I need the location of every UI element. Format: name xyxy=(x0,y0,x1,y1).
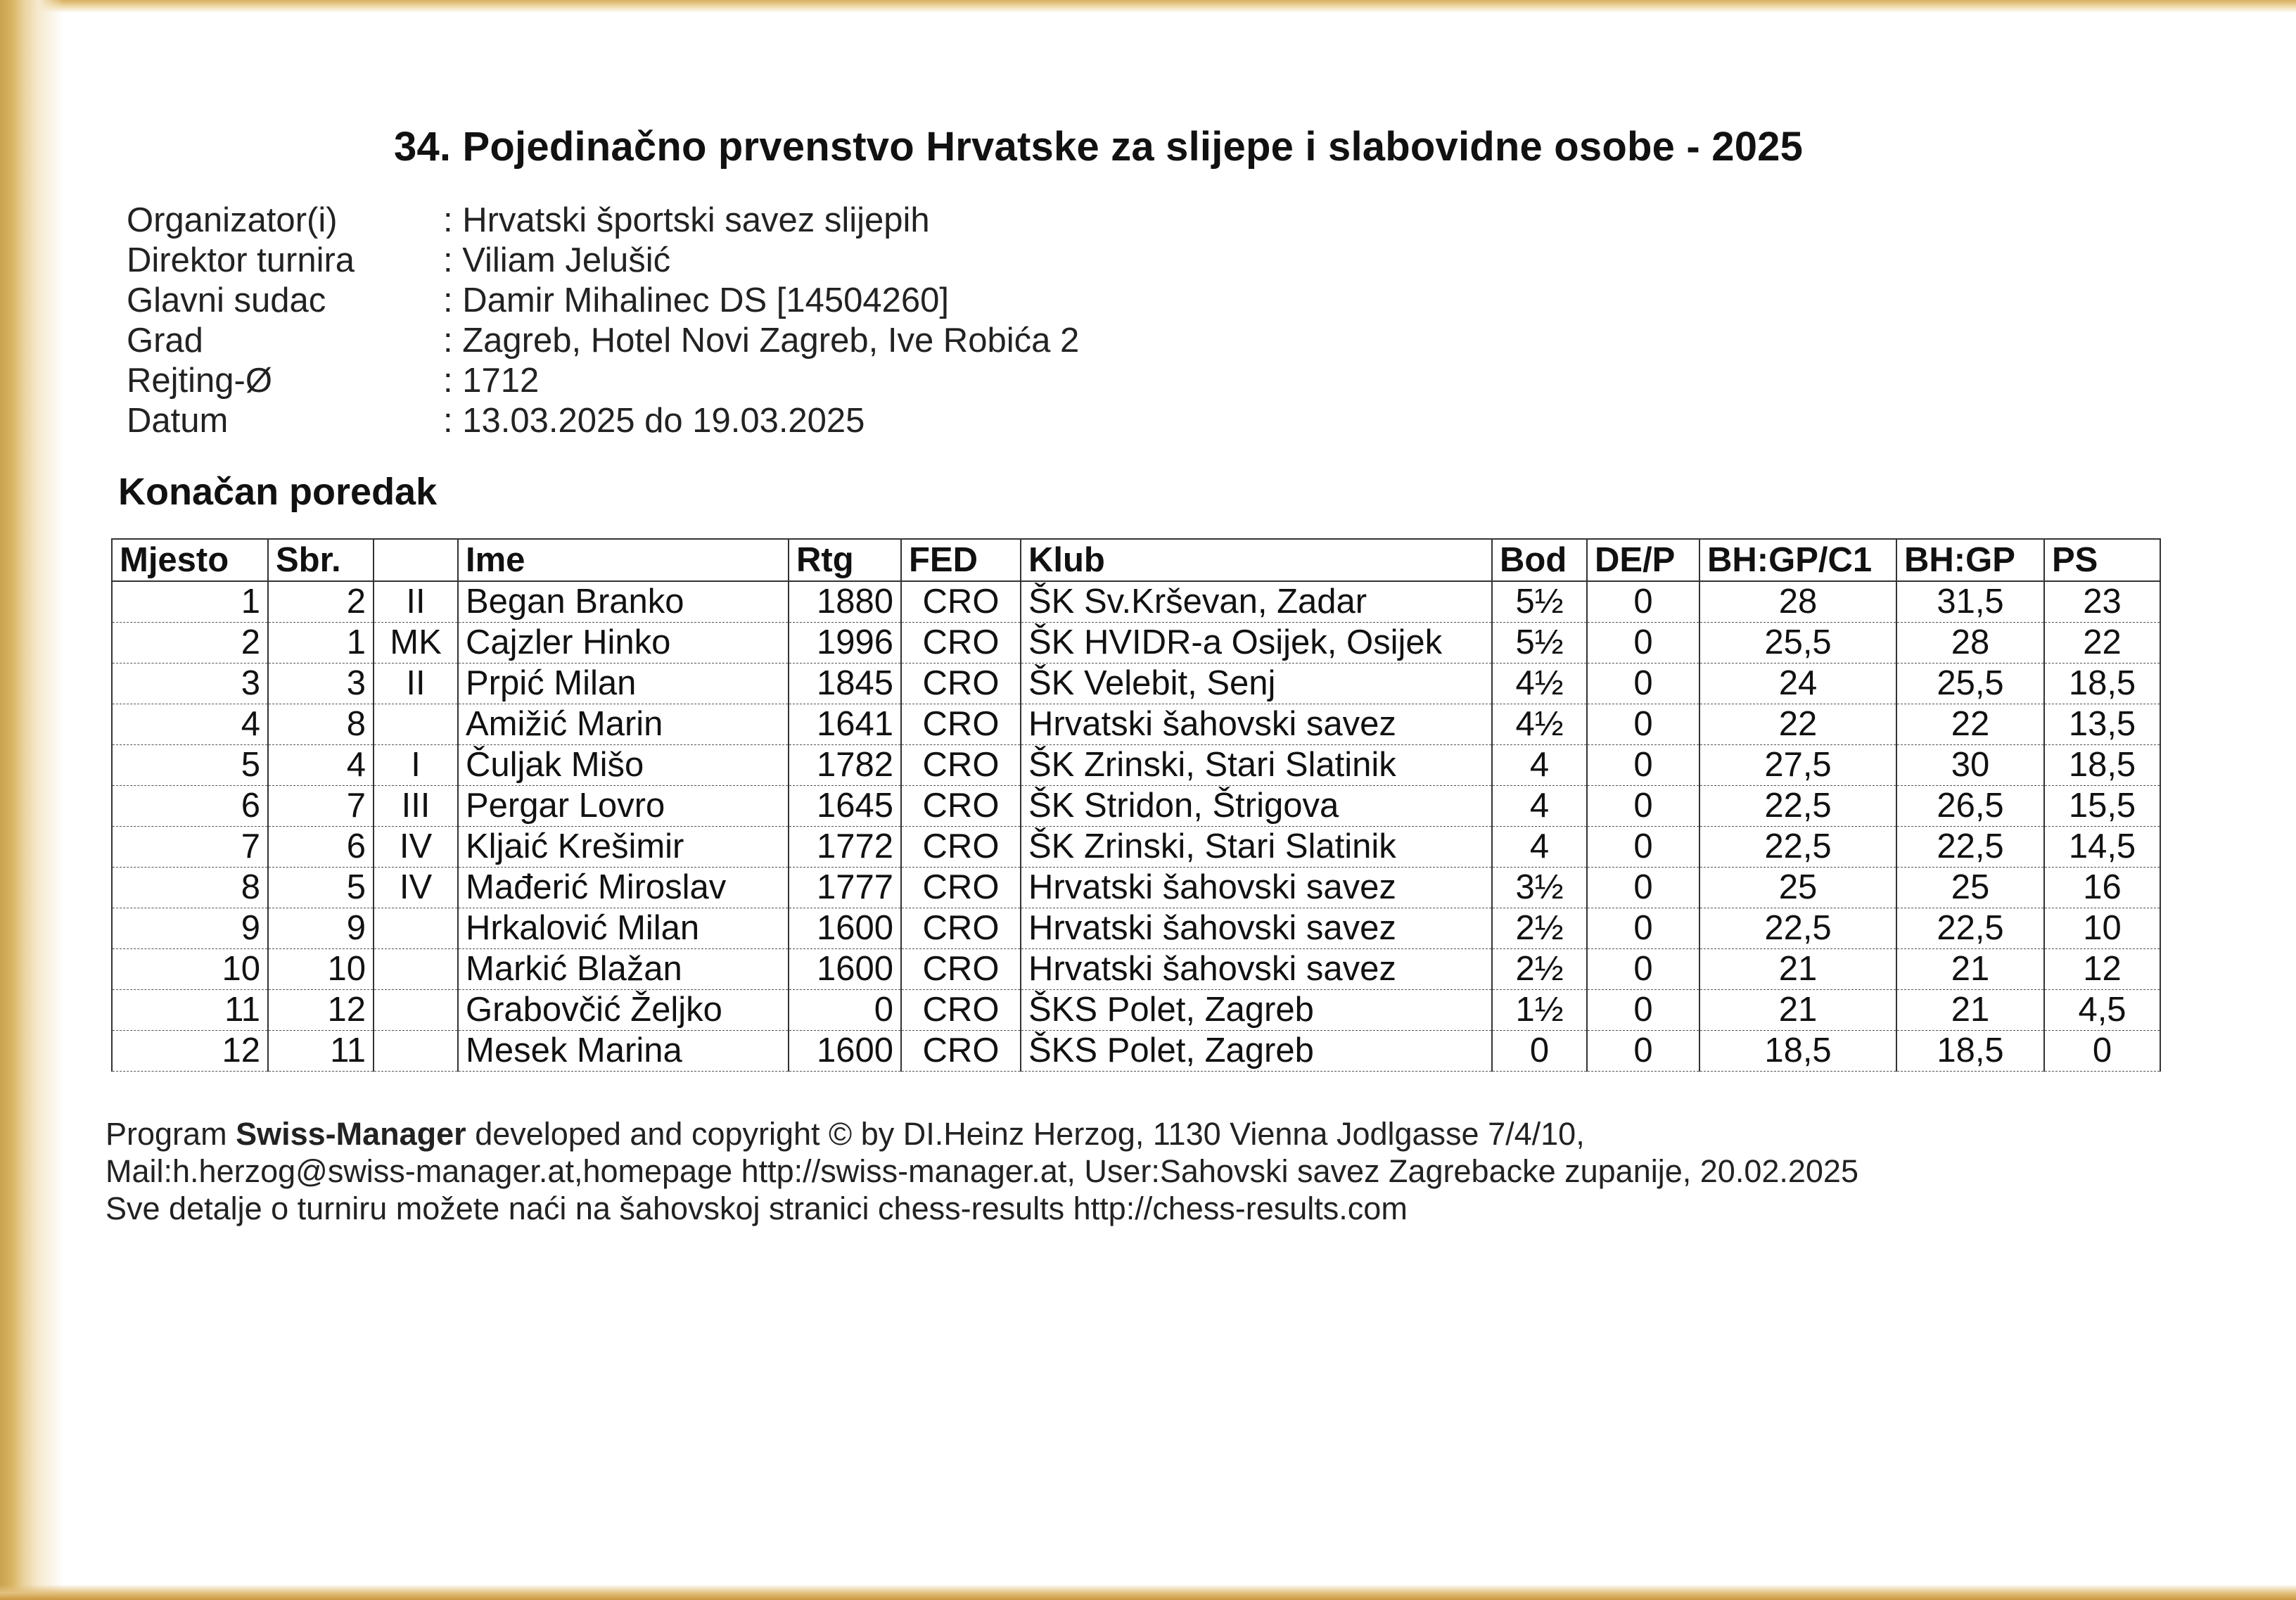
cell-name: Čuljak Mišo xyxy=(458,745,789,786)
cell-place: 8 xyxy=(112,868,268,908)
cell-de-p: 0 xyxy=(1587,786,1699,827)
cell-ps: 12 xyxy=(2044,949,2160,990)
table-row xyxy=(112,704,2160,745)
footer-copyright-line xyxy=(106,1115,1858,1153)
info-row-date xyxy=(127,401,1079,441)
cell-start-no: 10 xyxy=(268,949,374,990)
cell-start-no: 5 xyxy=(268,868,374,908)
cell-bh-gp-c1: 22,5 xyxy=(1699,908,1896,949)
cell-place: 7 xyxy=(112,827,268,868)
cell-place: 5 xyxy=(112,745,268,786)
cell-title xyxy=(374,704,458,745)
cell-bh-gp-c1: 22,5 xyxy=(1699,827,1896,868)
cell-bh-gp-c1: 22,5 xyxy=(1699,786,1896,827)
cell-place: 2 xyxy=(112,623,268,664)
cell-bh-gp: 25,5 xyxy=(1896,664,2044,704)
cell-start-no: 4 xyxy=(268,745,374,786)
cell-club: ŠK Zrinski, Stari Slatinik xyxy=(1021,745,1492,786)
info-row-rating-avg xyxy=(127,361,1079,401)
cell-name: Hrkalović Milan xyxy=(458,908,789,949)
cell-club: ŠK Velebit, Senj xyxy=(1021,664,1492,704)
table-row xyxy=(112,745,2160,786)
cell-points: 1½ xyxy=(1492,990,1587,1031)
info-value: : Hrvatski športski savez slijepih xyxy=(443,201,930,239)
cell-bh-gp-c1: 24 xyxy=(1699,664,1896,704)
cell-de-p: 0 xyxy=(1587,990,1699,1031)
cell-fed: CRO xyxy=(901,949,1021,990)
cell-rating: 1845 xyxy=(789,664,901,704)
cell-title: III xyxy=(374,786,458,827)
cell-points: 0 xyxy=(1492,1031,1587,1072)
cell-club: ŠK HVIDR-a Osijek, Osijek xyxy=(1021,623,1492,664)
cell-ps: 0 xyxy=(2044,1031,2160,1072)
cell-fed: CRO xyxy=(901,908,1021,949)
cell-fed: CRO xyxy=(901,786,1021,827)
info-label: Rejting-Ø xyxy=(127,362,272,400)
info-label: Datum xyxy=(127,402,229,440)
cell-bh-gp: 21 xyxy=(1896,949,2044,990)
footer-notes xyxy=(106,1115,1858,1227)
cell-place: 4 xyxy=(112,704,268,745)
cell-start-no: 11 xyxy=(268,1031,374,1072)
info-row-director xyxy=(127,241,1079,281)
cell-rating: 1880 xyxy=(789,581,901,623)
cell-fed: CRO xyxy=(901,1031,1021,1072)
cell-name: Grabovčić Željko xyxy=(458,990,789,1031)
cell-club: Hrvatski šahovski savez xyxy=(1021,868,1492,908)
cell-bh-gp: 30 xyxy=(1896,745,2044,786)
info-value: : Viliam Jelušić xyxy=(443,241,671,279)
cell-points: 5½ xyxy=(1492,623,1587,664)
cell-rating: 1600 xyxy=(789,949,901,990)
cell-bh-gp-c1: 27,5 xyxy=(1699,745,1896,786)
cell-fed: CRO xyxy=(901,827,1021,868)
footer-contact-line: Mail:h.herzog@swiss-manager.at,homepage http://swiss-manager.at, User:Sahovski savez Zagrebacke zupanije, 20.02.2025 xyxy=(106,1153,1858,1189)
column-header: Rtg xyxy=(789,539,901,581)
column-header: DE/P xyxy=(1587,539,1699,581)
cell-bh-gp: 31,5 xyxy=(1896,581,2044,623)
cell-de-p: 0 xyxy=(1587,745,1699,786)
info-value: : 13.03.2025 do 19.03.2025 xyxy=(443,402,865,440)
cell-name: Prpić Milan xyxy=(458,664,789,704)
cell-de-p: 0 xyxy=(1587,623,1699,664)
cell-club: Hrvatski šahovski savez xyxy=(1021,949,1492,990)
cell-ps: 16 xyxy=(2044,868,2160,908)
info-row-city xyxy=(127,321,1079,361)
table-row xyxy=(112,990,2160,1031)
cell-place: 12 xyxy=(112,1031,268,1072)
cell-fed: CRO xyxy=(901,581,1021,623)
cell-de-p: 0 xyxy=(1587,908,1699,949)
cell-ps: 18,5 xyxy=(2044,745,2160,786)
cell-title: IV xyxy=(374,868,458,908)
cell-start-no: 3 xyxy=(268,664,374,704)
cell-title: II xyxy=(374,581,458,623)
cell-rating: 1782 xyxy=(789,745,901,786)
cell-place: 11 xyxy=(112,990,268,1031)
cell-de-p: 0 xyxy=(1587,827,1699,868)
cell-rating: 1600 xyxy=(789,908,901,949)
cell-fed: CRO xyxy=(901,745,1021,786)
cell-name: Mesek Marina xyxy=(458,1031,789,1072)
cell-name: Kljaić Krešimir xyxy=(458,827,789,868)
cell-name: Cajzler Hinko xyxy=(458,623,789,664)
column-header: Ime xyxy=(458,539,789,581)
cell-title: MK xyxy=(374,623,458,664)
tournament-info xyxy=(127,201,1079,441)
cell-bh-gp-c1: 28 xyxy=(1699,581,1896,623)
cell-bh-gp: 25 xyxy=(1896,868,2044,908)
cell-start-no: 12 xyxy=(268,990,374,1031)
cell-points: 4 xyxy=(1492,745,1587,786)
cell-name: Pergar Lovro xyxy=(458,786,789,827)
info-label: Glavni sudac xyxy=(127,281,326,319)
cell-bh-gp-c1: 21 xyxy=(1699,990,1896,1031)
cell-club: ŠK Sv.Krševan, Zadar xyxy=(1021,581,1492,623)
standings-body xyxy=(112,581,2160,1072)
cell-start-no: 7 xyxy=(268,786,374,827)
table-row xyxy=(112,664,2160,704)
table-header-row xyxy=(112,539,2160,581)
cell-fed: CRO xyxy=(901,990,1021,1031)
cell-title: IV xyxy=(374,827,458,868)
cell-rating: 1777 xyxy=(789,868,901,908)
info-row-organizer xyxy=(127,201,1079,241)
cell-de-p: 0 xyxy=(1587,949,1699,990)
column-header: Mjesto xyxy=(112,539,268,581)
cell-bh-gp-c1: 22 xyxy=(1699,704,1896,745)
cell-title xyxy=(374,990,458,1031)
column-header: BH:GP xyxy=(1896,539,2044,581)
cell-rating: 0 xyxy=(789,990,901,1031)
cell-title: II xyxy=(374,664,458,704)
footer-results-line: Sve detalje o turniru možete naći na šahovskoj stranici chess-results http://chess-results.com xyxy=(106,1191,1408,1226)
table-row xyxy=(112,949,2160,990)
cell-ps: 10 xyxy=(2044,908,2160,949)
table-row xyxy=(112,581,2160,623)
column-header: Sbr. xyxy=(268,539,374,581)
column-header xyxy=(374,539,458,581)
cell-name: Markić Blažan xyxy=(458,949,789,990)
cell-club: Hrvatski šahovski savez xyxy=(1021,908,1492,949)
cell-ps: 23 xyxy=(2044,581,2160,623)
cell-bh-gp: 21 xyxy=(1896,990,2044,1031)
document-title: 34. Pojedinačno prvenstvo Hrvatske za slijepe i slabovidne osobe - 2025 xyxy=(394,124,1804,170)
cell-bh-gp: 22 xyxy=(1896,704,2044,745)
cell-ps: 22 xyxy=(2044,623,2160,664)
cell-rating: 1996 xyxy=(789,623,901,664)
cell-rating: 1772 xyxy=(789,827,901,868)
cell-start-no: 8 xyxy=(268,704,374,745)
column-header: BH:GP/C1 xyxy=(1699,539,1896,581)
cell-place: 10 xyxy=(112,949,268,990)
table-row xyxy=(112,827,2160,868)
info-value: : Zagreb, Hotel Novi Zagreb, Ive Robića 2 xyxy=(443,322,1080,360)
cell-club: ŠK Zrinski, Stari Slatinik xyxy=(1021,827,1492,868)
cell-place: 9 xyxy=(112,908,268,949)
cell-title xyxy=(374,1031,458,1072)
info-label: Grad xyxy=(127,322,203,360)
table-row xyxy=(112,908,2160,949)
info-label: Direktor turnira xyxy=(127,241,355,279)
table-row xyxy=(112,868,2160,908)
standings-table xyxy=(111,538,2161,1072)
cell-ps: 15,5 xyxy=(2044,786,2160,827)
cell-club: ŠK Stridon, Štrigova xyxy=(1021,786,1492,827)
cell-title xyxy=(374,949,458,990)
cell-ps: 13,5 xyxy=(2044,704,2160,745)
cell-name: Mađerić Miroslav xyxy=(458,868,789,908)
cell-de-p: 0 xyxy=(1587,1031,1699,1072)
column-header: Klub xyxy=(1021,539,1492,581)
cell-bh-gp: 28 xyxy=(1896,623,2044,664)
cell-points: 4½ xyxy=(1492,664,1587,704)
cell-bh-gp-c1: 18,5 xyxy=(1699,1031,1896,1072)
cell-start-no: 6 xyxy=(268,827,374,868)
cell-place: 3 xyxy=(112,664,268,704)
cell-start-no: 1 xyxy=(268,623,374,664)
cell-points: 5½ xyxy=(1492,581,1587,623)
cell-bh-gp-c1: 21 xyxy=(1699,949,1896,990)
info-row-chief-arbiter xyxy=(127,281,1079,321)
cell-bh-gp: 22,5 xyxy=(1896,827,2044,868)
info-value: : Damir Mihalinec DS [14504260] xyxy=(443,281,950,319)
cell-points: 4½ xyxy=(1492,704,1587,745)
info-value: : 1712 xyxy=(443,362,540,400)
cell-name: Amižić Marin xyxy=(458,704,789,745)
cell-de-p: 0 xyxy=(1587,704,1699,745)
info-label: Organizator(i) xyxy=(127,201,338,239)
cell-place: 6 xyxy=(112,786,268,827)
cell-club: ŠKS Polet, Zagreb xyxy=(1021,1031,1492,1072)
section-title: Konačan poredak xyxy=(118,471,438,513)
column-header: Bod xyxy=(1492,539,1587,581)
cell-name: Began Branko xyxy=(458,581,789,623)
cell-points: 2½ xyxy=(1492,949,1587,990)
program-name: Swiss-Manager xyxy=(236,1116,466,1152)
cell-points: 4 xyxy=(1492,786,1587,827)
cell-bh-gp-c1: 25,5 xyxy=(1699,623,1896,664)
cell-points: 3½ xyxy=(1492,868,1587,908)
cell-start-no: 9 xyxy=(268,908,374,949)
footer-text: Program xyxy=(106,1116,236,1152)
cell-fed: CRO xyxy=(901,704,1021,745)
table-row xyxy=(112,1031,2160,1072)
cell-fed: CRO xyxy=(901,868,1021,908)
cell-points: 4 xyxy=(1492,827,1587,868)
cell-fed: CRO xyxy=(901,623,1021,664)
cell-club: ŠKS Polet, Zagreb xyxy=(1021,990,1492,1031)
cell-bh-gp: 26,5 xyxy=(1896,786,2044,827)
cell-start-no: 2 xyxy=(268,581,374,623)
cell-title xyxy=(374,908,458,949)
cell-fed: CRO xyxy=(901,664,1021,704)
cell-de-p: 0 xyxy=(1587,868,1699,908)
cell-bh-gp: 22,5 xyxy=(1896,908,2044,949)
cell-ps: 14,5 xyxy=(2044,827,2160,868)
cell-points: 2½ xyxy=(1492,908,1587,949)
footer-text: developed and copyright © by DI.Heinz Herzog, 1130 Vienna Jodlgasse 7/4/10, xyxy=(466,1116,1585,1152)
cell-ps: 4,5 xyxy=(2044,990,2160,1031)
cell-club: Hrvatski šahovski savez xyxy=(1021,704,1492,745)
cell-de-p: 0 xyxy=(1587,581,1699,623)
cell-bh-gp-c1: 25 xyxy=(1699,868,1896,908)
cell-place: 1 xyxy=(112,581,268,623)
column-header: FED xyxy=(901,539,1021,581)
cell-bh-gp: 18,5 xyxy=(1896,1031,2044,1072)
cell-rating: 1645 xyxy=(789,786,901,827)
column-header: PS xyxy=(2044,539,2160,581)
cell-de-p: 0 xyxy=(1587,664,1699,704)
cell-ps: 18,5 xyxy=(2044,664,2160,704)
cell-rating: 1641 xyxy=(789,704,901,745)
table-row xyxy=(112,623,2160,664)
cell-title: I xyxy=(374,745,458,786)
cell-rating: 1600 xyxy=(789,1031,901,1072)
table-row xyxy=(112,786,2160,827)
